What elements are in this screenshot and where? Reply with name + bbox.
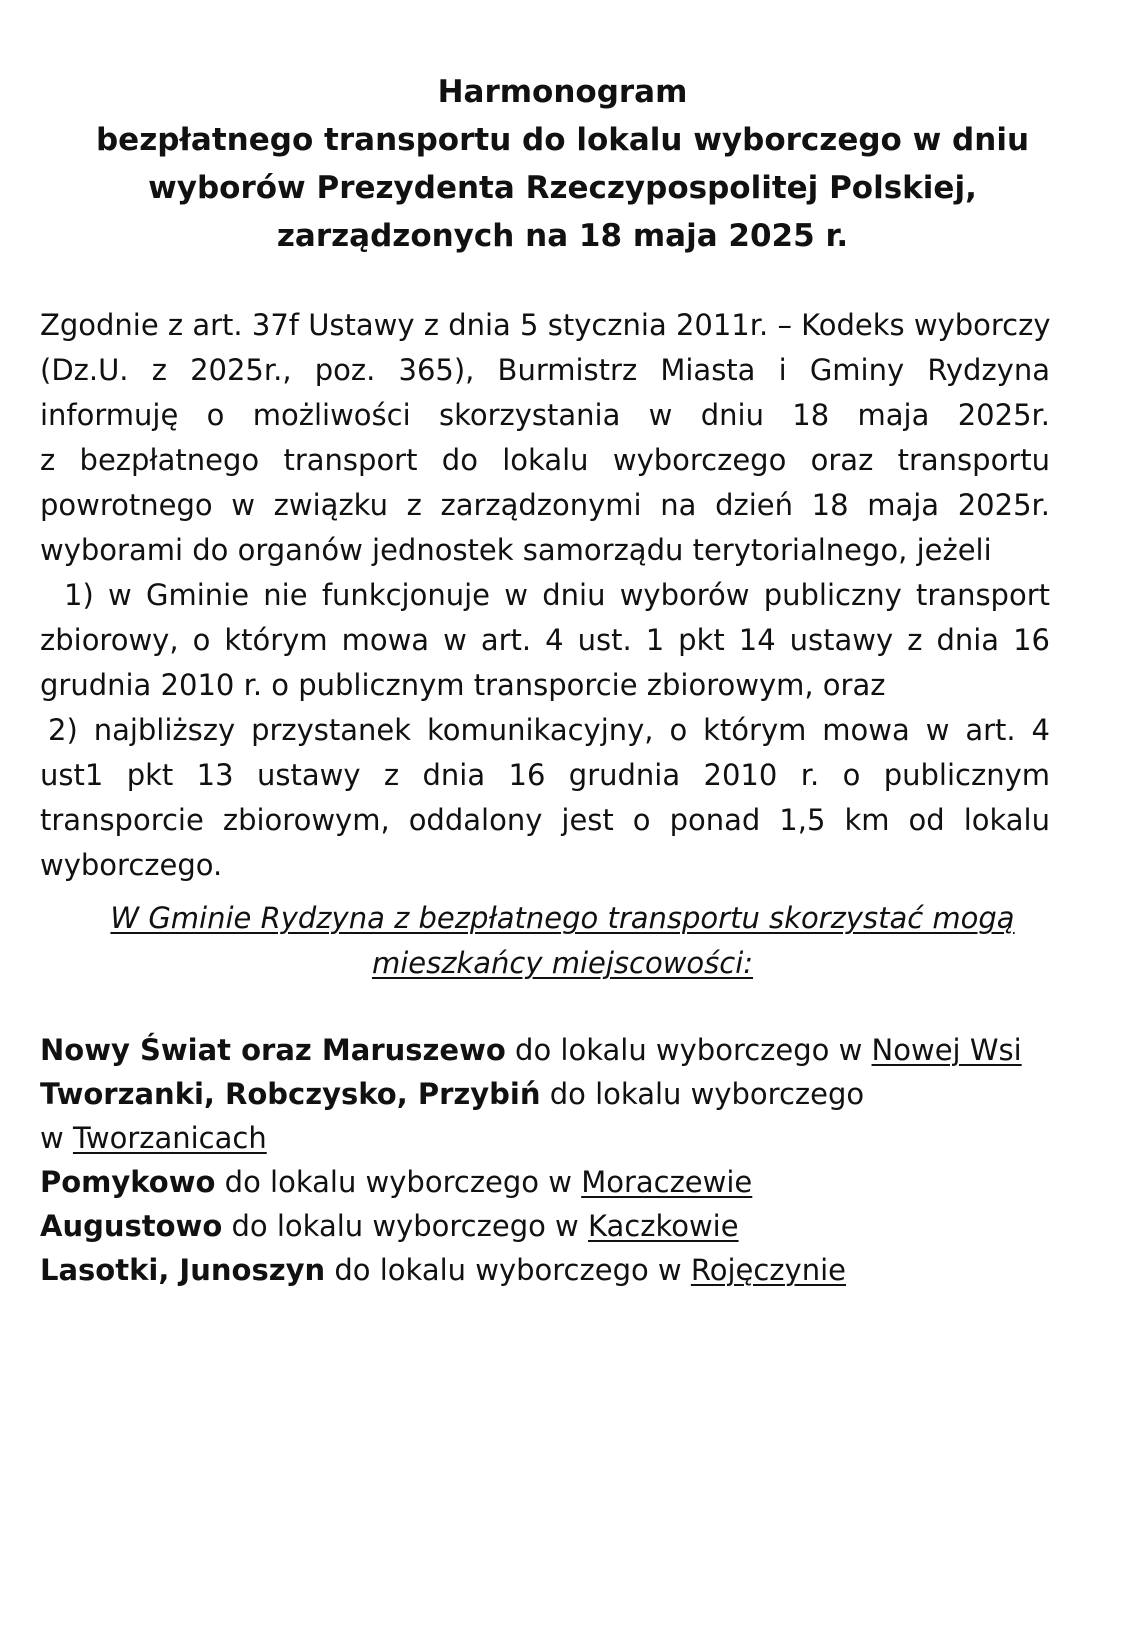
condition-2-line: ust1 pkt 13 ustawy z dnia 16 grudnia 2010 r. o publicznym	[40, 758, 1050, 792]
village-names: Tworzanki, Robczysko, Przybiń	[40, 1077, 541, 1111]
village-row-continuation	[40, 1116, 1085, 1160]
village-row	[40, 1204, 1085, 1248]
polling-place: Moraczewie	[581, 1165, 753, 1199]
connector-text: w	[40, 1121, 64, 1155]
village-list	[40, 1028, 1085, 1292]
village-row	[40, 1072, 1085, 1116]
intro-line: informuję o możliwości skorzystania w dniu 18 maja 2025r.	[40, 398, 1050, 432]
connector-text: do lokalu wyborczego w	[515, 1033, 863, 1067]
condition-1-line: zbiorowy, o którym mowa w art. 4 ust. 1 pkt 14 ustawy z dnia 16	[40, 623, 1050, 657]
notice-line: W Gminie Rydzyna z bezpłatnego transportu skorzystać mogą	[110, 901, 1015, 935]
intro-paragraph	[40, 303, 1050, 888]
polling-place: Nowej Wsi	[871, 1033, 1022, 1067]
village-row	[40, 1028, 1085, 1072]
condition-1-line: grudnia 2010 r. o publicznym transporcie zbiorowym, oraz	[40, 668, 886, 702]
village-names: Lasotki, Junoszyn	[40, 1253, 326, 1287]
title-line: zarządzonych na 18 maja 2025 r.	[276, 218, 849, 254]
condition-2-line: wyborczego.	[40, 848, 223, 882]
notice-line: mieszkańcy miejscowości:	[371, 946, 754, 980]
intro-line: wyborami do organów jednostek samorządu terytorialnego, jeżeli	[40, 533, 992, 567]
village-row	[40, 1160, 1085, 1204]
village-names: Augustowo	[40, 1209, 223, 1243]
connector-text: do lokalu wyborczego w	[231, 1209, 579, 1243]
polling-place: Kaczkowie	[588, 1209, 739, 1243]
eligibility-notice	[40, 896, 1085, 986]
village-names: Pomykowo	[40, 1165, 216, 1199]
village-row	[40, 1248, 1085, 1292]
intro-line: Zgodnie z art. 37f Ustawy z dnia 5 stycznia 2011r. – Kodeks wyborczy	[40, 308, 1051, 342]
polling-place: Rojęczynie	[690, 1253, 846, 1287]
connector-text: do lokalu wyborczego w	[224, 1165, 572, 1199]
connector-text: do lokalu wyborczego w	[334, 1253, 682, 1287]
title-line: wyborów Prezydenta Rzeczypospolitej Polskiej,	[148, 170, 977, 206]
polling-place: Tworzanicach	[72, 1121, 267, 1155]
title-line: Harmonogram	[437, 74, 688, 110]
condition-1-line: 1) w Gminie nie funkcjonuje w dniu wyborów publiczny transport	[64, 578, 1050, 612]
title-line: bezpłatnego transportu do lokalu wyborczego w dniu	[95, 122, 1030, 158]
intro-line: z bezpłatnego transport do lokalu wyborczego oraz transportu	[40, 443, 1050, 477]
condition-2-line: 2) najbliższy przystanek komunikacyjny, o którym mowa w art. 4	[48, 713, 1050, 747]
condition-2-line: transporcie zbiorowym, oddalony jest o ponad 1,5 km od lokalu	[40, 803, 1050, 837]
village-names: Nowy Świat oraz Maruszewo	[40, 1033, 506, 1067]
document-title	[40, 68, 1085, 260]
connector-text: do lokalu wyborczego	[549, 1077, 865, 1111]
intro-line: (Dz.U. z 2025r., poz. 365), Burmistrz Miasta i Gminy Rydzyna	[40, 353, 1050, 387]
intro-line: powrotnego w związku z zarządzonymi na dzień 18 maja 2025r.	[40, 488, 1050, 522]
